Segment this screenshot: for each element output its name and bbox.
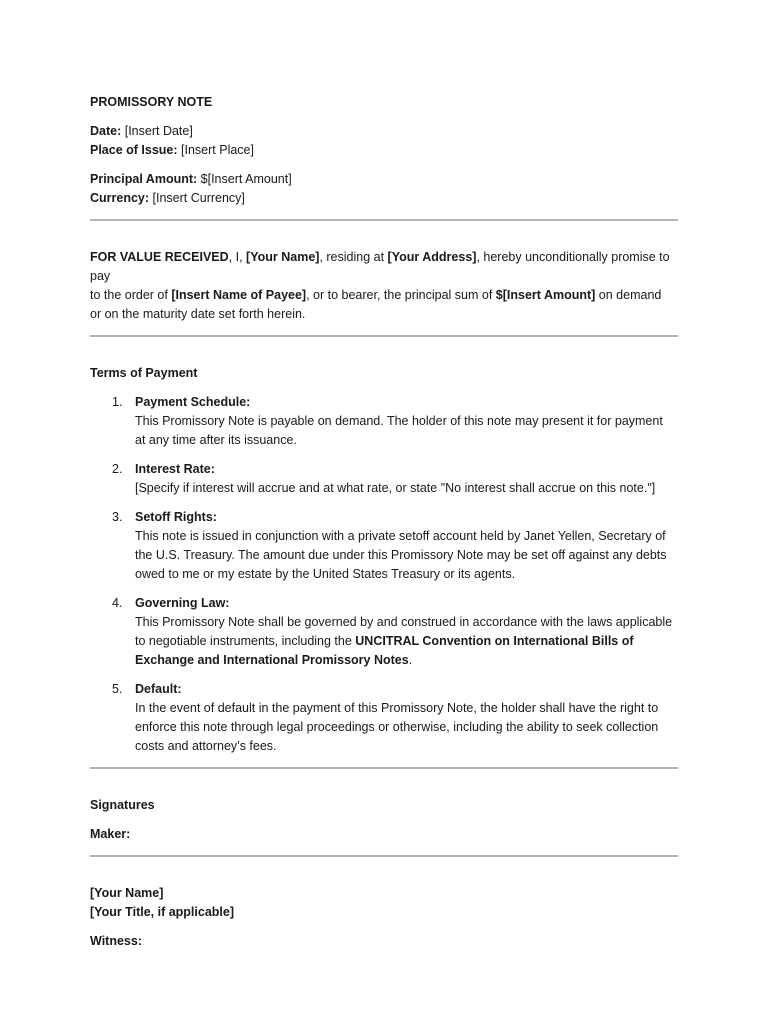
- item-text-part: .: [408, 653, 413, 667]
- amount-placeholder: $[Insert Amount]: [495, 288, 596, 302]
- signatures-heading: Signatures: [90, 798, 155, 812]
- terms-list: [90, 393, 678, 756]
- principal-amount-line: [90, 170, 678, 189]
- item-text: This Promissory Note shall be governed by and construed in accordance with the laws applicable: [135, 615, 673, 629]
- currency-label: Currency:: [90, 191, 150, 205]
- document-title: PROMISSORY NOTE: [90, 95, 213, 109]
- uncitral-reference: UNCITRAL Convention on International Bills of: [355, 634, 634, 648]
- uncitral-reference: Exchange and International Promissory Notes: [135, 653, 409, 667]
- list-item: [90, 594, 678, 670]
- item-number: 1.: [112, 395, 123, 409]
- currency-line: [90, 189, 678, 208]
- list-item: [90, 460, 678, 498]
- item-title: Governing Law:: [135, 596, 230, 610]
- your-name-placeholder: [Your Name]: [246, 250, 320, 264]
- item-text: enforce this note through legal proceedings or otherwise, including the ability to seek collection: [135, 720, 659, 734]
- list-item: [90, 508, 678, 584]
- your-address-placeholder: [Your Address]: [387, 250, 477, 264]
- terms-heading: Terms of Payment: [90, 366, 198, 380]
- item-title: Setoff Rights:: [135, 510, 217, 524]
- item-number: 5.: [112, 682, 123, 696]
- place-of-issue-line: [90, 141, 678, 160]
- item-text: [135, 651, 678, 670]
- currency-value: [Insert Currency]: [149, 191, 245, 205]
- payee-placeholder: [Insert Name of Payee]: [171, 288, 307, 302]
- document-body: [90, 93, 678, 951]
- item-number: 3.: [112, 510, 123, 524]
- item-text: [135, 632, 678, 651]
- date-line: [90, 122, 678, 141]
- promise-text: , hereby unconditionally promise to pay: [90, 250, 674, 283]
- place-of-issue-label: Place of Issue:: [90, 143, 178, 157]
- signer-name: [Your Name]: [90, 886, 164, 900]
- signer-title: [Your Title, if applicable]: [90, 905, 235, 919]
- promise-text: , or to bearer, the principal sum of: [306, 288, 496, 302]
- promise-text: , I,: [228, 250, 247, 264]
- item-text: costs and attorney’s fees.: [135, 739, 277, 753]
- item-text: This Promissory Note is payable on demand. The holder of this note may present it for payment: [135, 414, 663, 428]
- item-text: at any time after its issuance.: [135, 433, 297, 447]
- promise-text: , residing at: [319, 250, 388, 264]
- maker-label: Maker:: [90, 827, 131, 841]
- for-value-received: FOR VALUE RECEIVED: [90, 250, 229, 264]
- item-text-part: to negotiable instruments, including the: [135, 634, 356, 648]
- date-value: [Insert Date]: [121, 124, 193, 138]
- promise-text: on demand: [595, 288, 662, 302]
- item-number: 4.: [112, 596, 123, 610]
- promise-paragraph: [90, 248, 678, 324]
- promise-text: or on the maturity date set forth herein.: [90, 307, 306, 321]
- principal-amount-value: $[Insert Amount]: [197, 172, 292, 186]
- list-item: [90, 393, 678, 450]
- item-title: Default:: [135, 682, 182, 696]
- item-title: Payment Schedule:: [135, 395, 251, 409]
- item-text: In the event of default in the payment of this Promissory Note, the holder shall have the right to: [135, 701, 659, 715]
- date-label: Date:: [90, 124, 122, 138]
- place-of-issue-value: [Insert Place]: [177, 143, 254, 157]
- witness-label: Witness:: [90, 934, 142, 948]
- item-number: 2.: [112, 462, 123, 476]
- item-text: the U.S. Treasury. The amount due under this Promissory Note may be set off against any debts: [135, 548, 667, 562]
- list-item: [90, 680, 678, 756]
- item-text: [Specify if interest will accrue and at what rate, or state "No interest shall accrue on this note."]: [135, 481, 656, 495]
- item-text: This note is issued in conjunction with a private setoff account held by Janet Yellen, Secretary of: [135, 529, 666, 543]
- item-text: owed to me or my estate by the United States Treasury or its agents.: [135, 567, 516, 581]
- principal-amount-label: Principal Amount:: [90, 172, 198, 186]
- item-title: Interest Rate:: [135, 462, 215, 476]
- promise-text: to the order of: [90, 288, 172, 302]
